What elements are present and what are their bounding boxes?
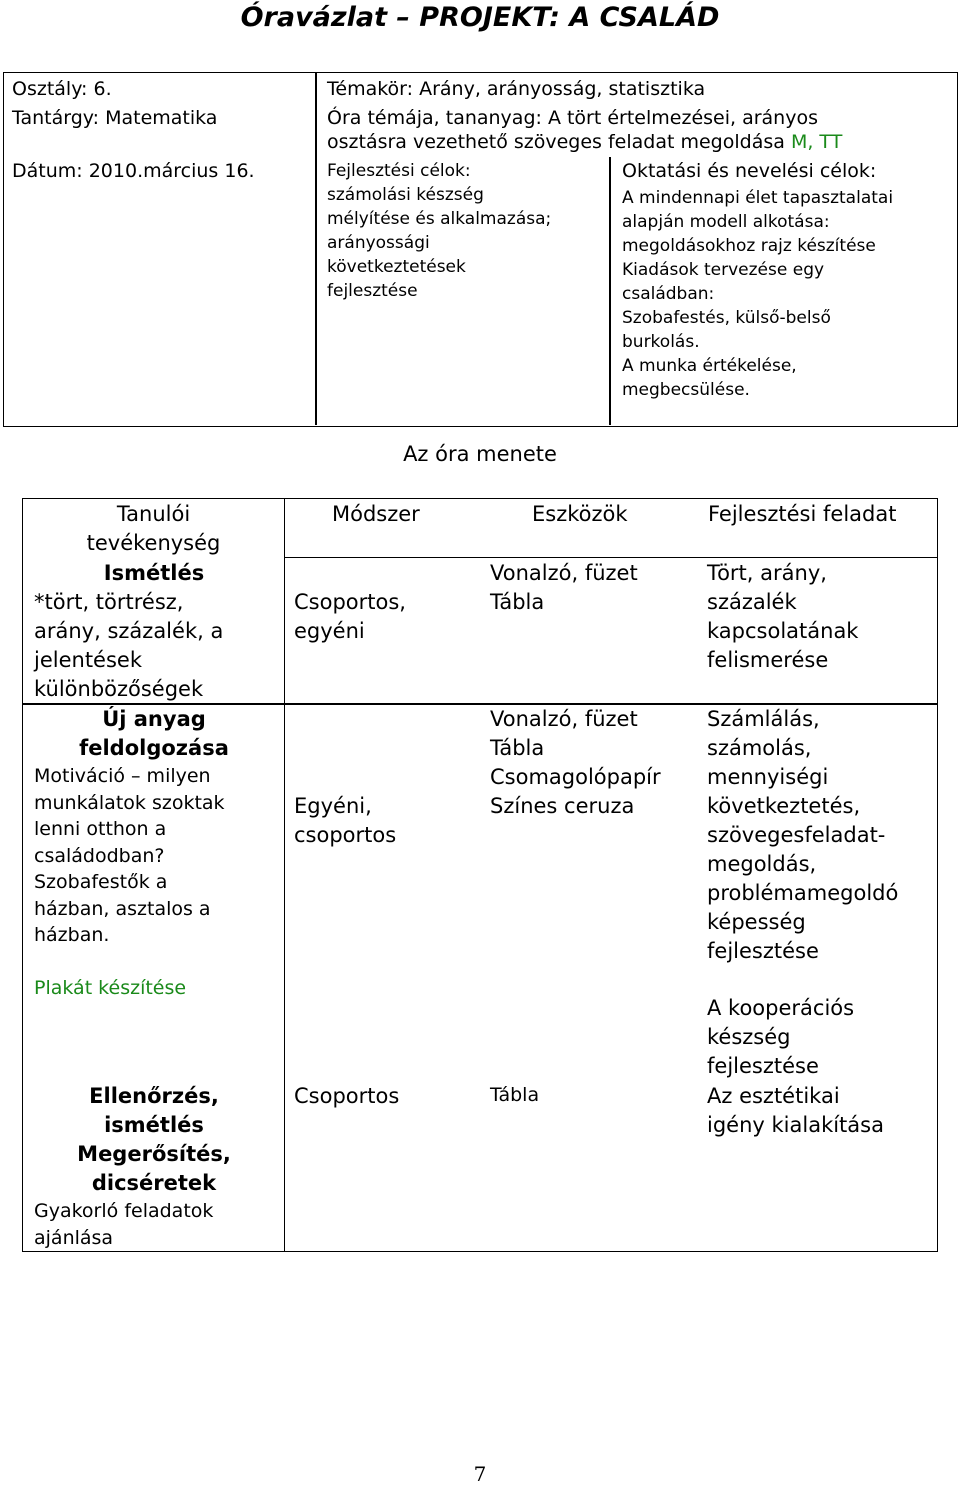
document-title: Óravázlat – PROJEKT: A CSALÁD [240,2,720,33]
row2-eszkozok [490,705,661,821]
row1-item: arány, százalék, a [34,619,224,643]
row1-modszer-line: Csoportos, [294,590,406,614]
oktatasi-celok-line: megoldásokhoz rajz készítése [622,236,876,256]
row1-modszer [294,588,406,646]
row2-item: munkálatok szoktak [34,791,225,814]
header-table [3,72,958,427]
row2-modszer-line: Egyéni, [294,794,372,818]
oktatasi-celok-line: alapján modell alkotása: [622,212,830,232]
row2-fejlesztesi-line: mennyiségi [707,765,829,789]
datum: Dátum: 2010.március 16. [12,160,255,182]
row1-item: jelentések [34,648,142,672]
row1-fejlesztesi-line: Tört, arány, [707,561,827,585]
row3-fejlesztesi-line: igény kialakítása [707,1113,884,1137]
row2-fejlesztesi-line: Számlálás, [707,707,820,731]
row2-eszkozok-line: Tábla [490,736,545,760]
row2-fejlesztesi [707,705,898,966]
fejlesztesi-celok-line: arányossági [327,233,430,253]
oktatasi-celok [622,186,893,402]
lesson-table [22,498,938,1252]
plakat-keszitese: Plakát készítése [34,977,187,999]
kooperacios-line: készség [707,1025,791,1049]
tantargy: Tantárgy: Matematika [12,107,218,129]
oktatasi-celok-line: burkolás. [622,332,700,352]
row2-fejlesztesi-line: számolás, [707,736,812,760]
row3-item: Gyakorló feladatok [34,1200,214,1222]
ellenorzes-label: Ellenőrzés, [89,1084,219,1108]
header-divider-1 [315,73,317,425]
row2-fejlesztesi-line: képesség [707,910,806,934]
uj-anyag-label: Új anyag [102,707,206,731]
row3-fejlesztesi-line: Az esztétikai [707,1084,840,1108]
row3-item: ajánlása [34,1226,114,1249]
row2-fejlesztesi-line: fejlesztése [707,939,819,963]
row2-eszkozok-line: Csomagolópapír [490,765,661,789]
section-heading: Az óra menete [403,442,557,466]
oktatasi-celok-title: Oktatási és nevelési célok: [622,160,877,182]
temakor: Témakör: Arány, arányosság, statisztika [327,78,706,100]
row2-fejlesztesi-line: szövegesfeladat- [707,823,886,847]
kooperacios-line: A kooperációs [707,996,855,1020]
uj-anyag-label: feldolgozása [79,736,229,760]
fejlesztesi-celok [327,159,551,303]
row2-fejlesztesi-line: következtetés, [707,794,861,818]
row2-fejlesztesi-line: problémamegoldó [707,881,899,905]
row2-fejlesztesi-line: megoldás, [707,852,817,876]
oktatasi-celok-line: Kiadások tervezése egy [622,260,825,280]
ismetles-label: Ismétlés [103,561,205,585]
header-tanuloi [22,500,285,558]
row1-item: különbözőségek [34,677,204,701]
row2-item: családodban? [34,844,165,867]
kooperacios-keszseg [707,994,854,1081]
fejlesztesi-celok-line: következtetések [327,257,466,277]
ellenorzes-label: ismétlés [104,1113,204,1137]
oktatasi-celok-line: A munka értékelése, [622,356,797,376]
row2-modszer [294,792,396,850]
row1-fejlesztesi-line: felismerése [707,648,829,672]
row2-eszkozok-line: Vonalzó, füzet [490,707,638,731]
row2-item: Motiváció – milyen [34,765,211,787]
row2-tanuloi [34,705,274,949]
oktatasi-celok-line: családban: [622,284,715,304]
oktatasi-celok-line: A mindennapi élet tapasztalatai [622,188,894,208]
row3-fejlesztesi [707,1082,884,1140]
header-modszer: Módszer [332,502,420,526]
row2-item: Szobafestők a [34,871,168,893]
megerosites-label: dicséretek [91,1171,217,1195]
row2-item: házban. [34,924,110,946]
row2-eszkozok-line: Színes ceruza [490,794,635,818]
fejlesztesi-celok-line: fejlesztése [327,281,418,301]
row1-eszkozok-line: Tábla [490,590,545,614]
row3-tanuloi [34,1082,274,1251]
row2-modszer-line: csoportos [294,823,397,847]
header-tanuloi-line2: tevékenység [86,531,221,555]
row1-fejlesztesi [707,559,858,675]
ora-temaja-text: osztásra vezethető szöveges feladat megoldása [327,131,785,153]
row2-item: lenni otthon a [34,818,167,840]
ora-temaja-line1: Óra témája, tananyag: A tört értelmezései, arányos [327,107,818,129]
row3-eszkozok: Tábla [490,1084,540,1106]
fejlesztesi-celok-line: számolási készség [327,185,484,205]
oktatasi-celok-line: megbecsülése. [622,380,750,400]
row1-eszkozok [490,559,638,617]
row1-fejlesztesi-line: kapcsolatának [707,619,859,643]
header-eszkozok: Eszközök [532,502,628,526]
row2-item: házban, asztalos a [34,897,211,920]
kooperacios-line: fejlesztése [707,1054,819,1078]
header-fejlesztesi: Fejlesztési feladat [708,502,897,526]
megerosites-label: Megerősítés, [77,1142,231,1166]
row1-item: *tört, törtrész, [34,590,184,614]
ora-temaja-mark: M, TT [790,131,843,153]
osztaly: Osztály: 6. [12,78,112,100]
fejlesztesi-celok-line: mélyítése és alkalmazása; [327,209,552,229]
header-divider-2 [609,157,611,425]
fejlesztesi-celok-line: Fejlesztési célok: [327,161,471,181]
row1-fejlesztesi-line: százalék [707,590,797,614]
row1-modszer-line: egyéni [294,619,365,643]
row1-tanuloi [34,559,274,704]
row1-eszkozok-line: Vonalzó, füzet [490,561,638,585]
oktatasi-celok-line: Szobafestés, külső-belső [622,308,831,328]
ora-temaja-line2 [327,131,842,154]
header-tanuloi-line1: Tanulói [116,502,191,526]
row3-modszer: Csoportos [294,1084,400,1108]
page-number: 7 [473,1462,487,1486]
